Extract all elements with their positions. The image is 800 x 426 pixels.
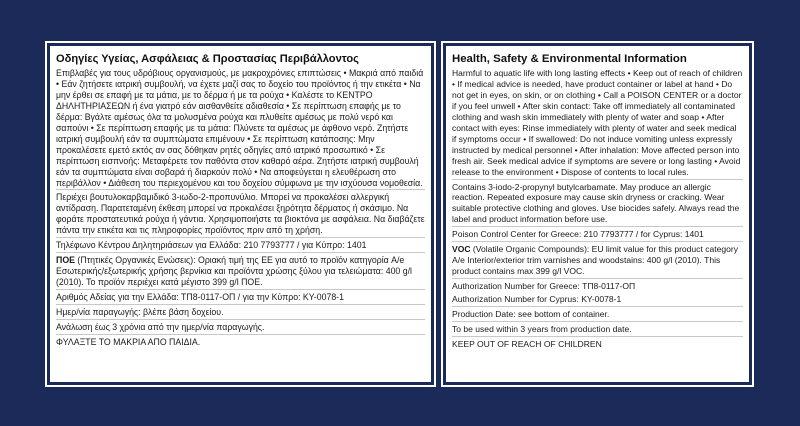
- english-keep-out: KEEP OUT OF REACH OF CHILDREN: [452, 338, 602, 349]
- greek-ingredient-statement: Περιέχει βουτυλοκαρβαμιδικό 3-ιωδο-2-προπυνύλιο. Μπορεί να προκαλέσει αλλεργική αντίδραση. Παρατεταμένη έκθεση μπορεί να προκαλέσει ξηρότητα δέρματος ή σκάσιμο. Να φοράτε προστατευτικά ρούχα ή γάντια. Χρησιμοποιήστε τα βιοκτόνα με ασφάλεια. Να διαβάζετε πάντα την ετικέτα και τις πληροφορίες προϊόντος πριν από τη χρήση.: [56, 192, 425, 238]
- english-hazard-statements: Harmful to aquatic life with long lasting effects • Keep out of reach of children • If medical advice is needed, have product container or label at hand • Do not get in eyes, on skin, or on clothing • Call a POISON CENTER or a doctor if you feel unwell • After skin contact: Take off immediately all contaminated clothing and wash skin immediately with plenty of water and soap • After contact with eyes: Rinse immediately with plenty of water and seek medical if symptoms occur • If swallowed: Do not induce vomiting unless expressly instructed by medical personnel • After inhalation: Move affected person into fresh air. Seek medical advice if symptoms are severe or long lasting • Avoid release to the environment • Dispose of contents to local rules.: [452, 68, 743, 180]
- greek-info-panel: [50, 46, 431, 382]
- english-authorization-greece: Authorization Number for Greece: ΤΠ8-0117-ΟΠ: [452, 281, 636, 292]
- english-voc-statement: [452, 244, 743, 279]
- english-info-panel: [446, 46, 749, 382]
- english-ingredient-statement: Contains 3-iodo-2-propynyl butylcarbamate. May produce an allergic reaction. Repeated exposure may cause skin dryness or cracking. Wear suitable protective clothing and gloves. Use biocides safely. Always read the label and product information before use.: [452, 182, 743, 228]
- greek-poison-center: Τηλέφωνο Κέντρου Δηλητηριάσεων για Ελλάδα: 210 7793777 / για Κύπρο: 1401: [56, 240, 425, 253]
- english-voc-label: VOC: [452, 244, 471, 255]
- greek-authorization: Αριθμός Αδείας για την Ελλάδα: ΤΠ8-0117-ΟΠ / για την Κύπρο: KY-0078-1: [56, 292, 425, 305]
- greek-hazard-statements: Επιβλαβές για τους υδρόβιους οργανισμούς, με μακροχρόνιες επιπτώσεις • Μακριά από παιδιά • Εάν ζητήσετε ιατρική συμβουλή, να έχετε μαζί σας το δοχείο του προϊόντος ή την ετικέτα • Να μην έρθει σε επαφή με τα μάτια, με το δέρμα ή με τα ρούχα • Καλέστε το ΚΕΝΤΡΟ ΔΗΛΗΤΗΡΙΑΣΕΩΝ ή ένα γιατρό εάν αισθανθείτε αδιαθεσία • Σε περίπτωση επαφής με το δέρμα: Βγάλτε αμέσως όλα τα μολυσμένα ρούχα και πλυθείτε αμέσως με πολύ νερό και σαπούνι • Σε περίπτωση επαφής με τα μάτια: Πλύνετε τα αμέσως με άφθονο νερό. Ζητήστε ιατρική συμβουλή εάν τα συμπτώματα επιμένουν • Σε περίπτωση κατάποσης: Μην προκαλέσετε εμετό εκτός αν σας δόθηκαν ρητές οδηγίες από ιατρικό προσωπικό • Σε περίπτωση εισπνοής: Μεταφέρετε τον παθόντα στον καθαρό αέρα. Ζητήστε ιατρική συμβουλή εάν τα συμπτώματα είναι σοβαρά ή διαρκούν πολύ • Να αποφεύγεται η ελευθέρωση στο περιβάλλον • Διάθεση του περιεχομένου και του δοχείου σύμφωνα με την ισχύουσα νομοθεσία.: [56, 68, 425, 190]
- greek-voc-statement: [56, 255, 425, 290]
- greek-production-date: Ημερ/νία παραγωγής: βλέπε βάση δοχείου.: [56, 307, 425, 320]
- english-voc-text: (Volatile Organic Compounds): EU limit value for this product category A/e Interior/exterior trim varnishes and woodstains: 400 g/l (2010). This product contains max 399 g/l VOC.: [452, 244, 738, 277]
- greek-voc-text: (Πτητικές Οργανικές Ενώσεις): Οριακή τιμή της ΕΕ για αυτό το προϊόν κατηγορία A/e Εσωτερικής/εξωτερικής χρήσης βερνίκια και προϊόντα χρώσης ξύλου για τελειώματα: 400 g/l (2010). Το προϊόν περιέχει κατά μέγιστο 399 g/l ΠΟΕ.: [56, 255, 412, 288]
- english-authorization-cyprus: Authorization Number for Cyprus: KY-0078-1: [452, 294, 743, 307]
- greek-use-within: Ανάλωση έως 3 χρόνια από την ημερ/νία παραγωγής.: [56, 322, 425, 335]
- greek-keep-out: ΦΥΛΑΞΤΕ ΤΟ ΜΑΚΡΙΑ ΑΠΟ ΠΑΙΔΙΑ.: [56, 336, 201, 347]
- english-poison-center: Poison Control Center for Greece: 210 7793777 / for Cyprus: 1401: [452, 229, 743, 242]
- english-use-within: To be used within 3 years from production date.: [452, 324, 743, 337]
- greek-voc-label: ΠΟΕ: [56, 255, 75, 266]
- greek-panel-title: Οδηγίες Υγείας, Ασφάλειας & Προστασίας Περιβάλλοντος: [56, 53, 359, 65]
- english-production-date: Production Date: see bottom of container.: [452, 309, 743, 322]
- english-panel-title: Health, Safety & Environmental Information: [452, 53, 687, 65]
